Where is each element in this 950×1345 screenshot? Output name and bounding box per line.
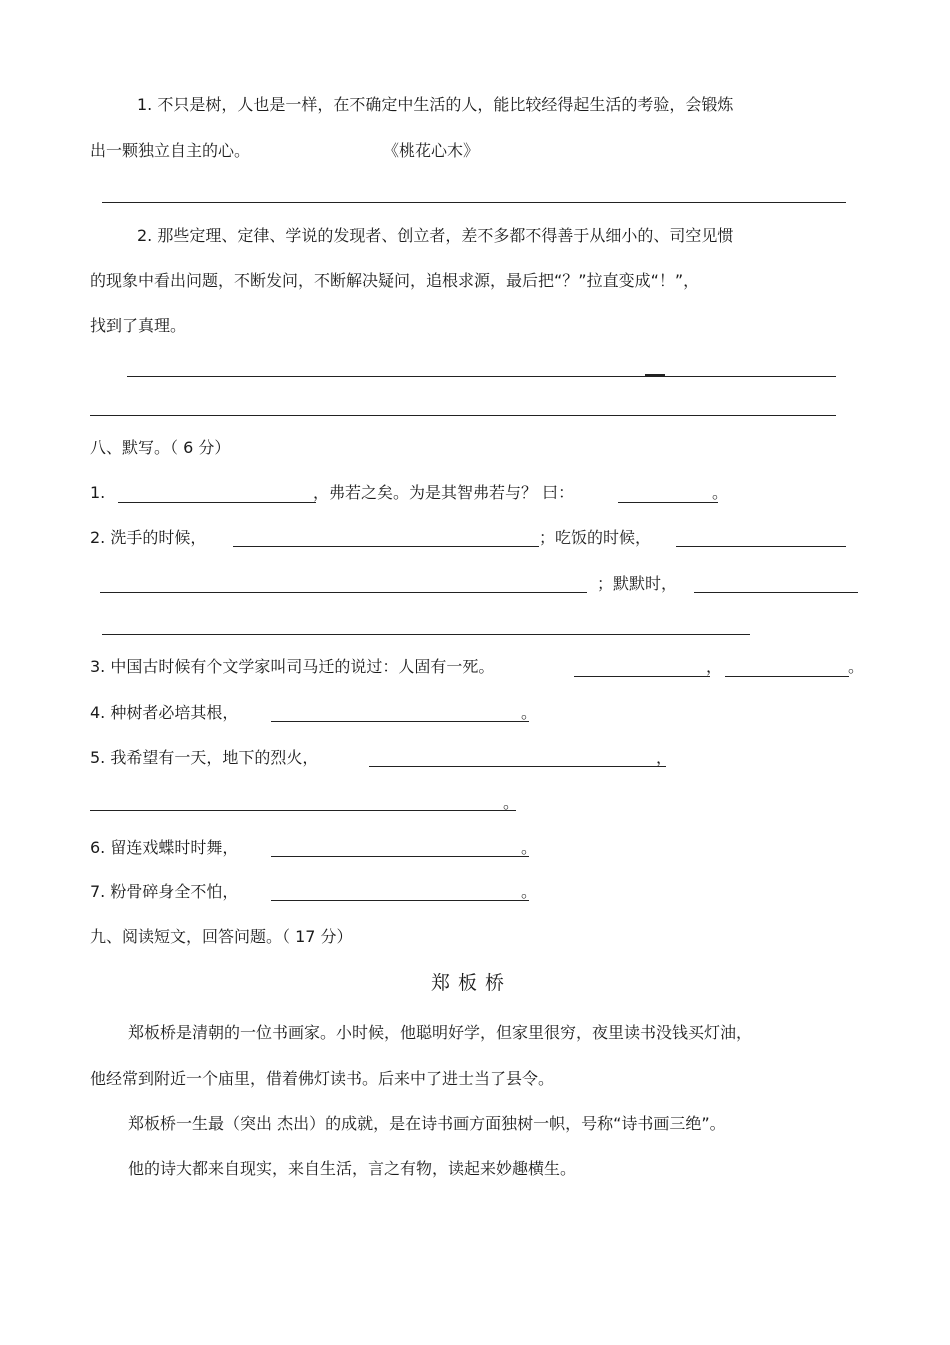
blank[interactable] xyxy=(118,502,316,503)
blank[interactable] xyxy=(618,502,718,503)
line-mark xyxy=(645,374,665,376)
q8-2-mid: ；吃饭的时候， xyxy=(539,528,652,547)
q8-5-comma: ， xyxy=(656,748,673,767)
passage-title: 郑板桥 xyxy=(431,972,513,994)
item2-line3: 找到了真理。 xyxy=(90,316,187,335)
q8-5-prefix: 5. 我希望有一天，地下的烈火， xyxy=(90,748,319,767)
q8-6-prefix: 6. 留连戏蝶时时舞， xyxy=(90,838,239,857)
blank[interactable] xyxy=(90,810,516,811)
q8-7-end: 。 xyxy=(521,882,538,901)
blank[interactable] xyxy=(102,634,750,635)
q8-5-end: 。 xyxy=(503,793,520,812)
q8-2-prefix: 2. 洗手的时候， xyxy=(90,528,207,547)
q8-1-end: 。 xyxy=(712,483,729,502)
q8-6-end: 。 xyxy=(521,838,538,857)
passage-p1-line1: 郑板桥是清朝的一位书画家。小时候，他聪明好学，但家里很穷，夜里读书没钱买灯油， xyxy=(128,1023,753,1042)
q8-4-prefix: 4. 种树者必培其根， xyxy=(90,703,239,722)
blank[interactable] xyxy=(271,721,529,722)
blank[interactable] xyxy=(233,546,539,547)
q8-3-prefix: 3. 中国古时候有个文学家叫司马迁的说过：人固有一死。 xyxy=(90,657,495,676)
q8-1-text: ，弗若之矣。为是其智弗若与？ 曰： xyxy=(313,483,575,502)
item1-line2: 出一颗独立自主的心。 xyxy=(90,141,251,160)
q8-4-end: 。 xyxy=(521,703,538,722)
blank[interactable] xyxy=(271,856,529,857)
q8-2-mid2: ；默默时， xyxy=(597,574,678,593)
q8-3-end: 。 xyxy=(848,657,865,676)
blank[interactable] xyxy=(725,676,849,677)
passage-p3: 他的诗大都来自现实，来自生活，言之有物，读起来妙趣横生。 xyxy=(128,1159,577,1178)
item2-line1: 2. 那些定理、定律、学说的发现者、创立者，差不多都不得善于从细小的、司空见惯 xyxy=(137,226,734,245)
blank[interactable] xyxy=(676,546,846,547)
answer-line[interactable] xyxy=(90,415,836,416)
section9-heading: 九、阅读短文，回答问题。（ 17 分） xyxy=(90,927,353,946)
passage-p2: 郑板桥一生最（突出 杰出）的成就，是在诗书画方面独树一帜，号称“诗书画三绝”。 xyxy=(128,1114,726,1133)
blank[interactable] xyxy=(574,676,710,677)
answer-line[interactable] xyxy=(127,376,836,377)
answer-line[interactable] xyxy=(102,202,846,203)
blank[interactable] xyxy=(369,766,666,767)
blank[interactable] xyxy=(100,592,587,593)
blank[interactable] xyxy=(694,592,858,593)
q8-1-num: 1. xyxy=(90,483,106,502)
item1-source: 《桃花心木》 xyxy=(383,141,480,160)
item2-line2: 的现象中看出问题，不断发问，不断解决疑问，追根求源，最后把“？”拉直变成“！”， xyxy=(90,271,700,290)
q8-7-prefix: 7. 粉骨碎身全不怕， xyxy=(90,882,239,901)
blank[interactable] xyxy=(271,900,529,901)
item1-line1: 1. 不只是树，人也是一样，在不确定中生活的人，能比较经得起生活的考验，会锻炼 xyxy=(137,95,734,114)
section8-heading: 八、默写。（ 6 分） xyxy=(90,438,231,457)
passage-p1-line2: 他经常到附近一个庙里，借着佛灯读书。后来中了进士当了县令。 xyxy=(90,1069,555,1088)
q8-3-comma: ， xyxy=(706,657,723,676)
